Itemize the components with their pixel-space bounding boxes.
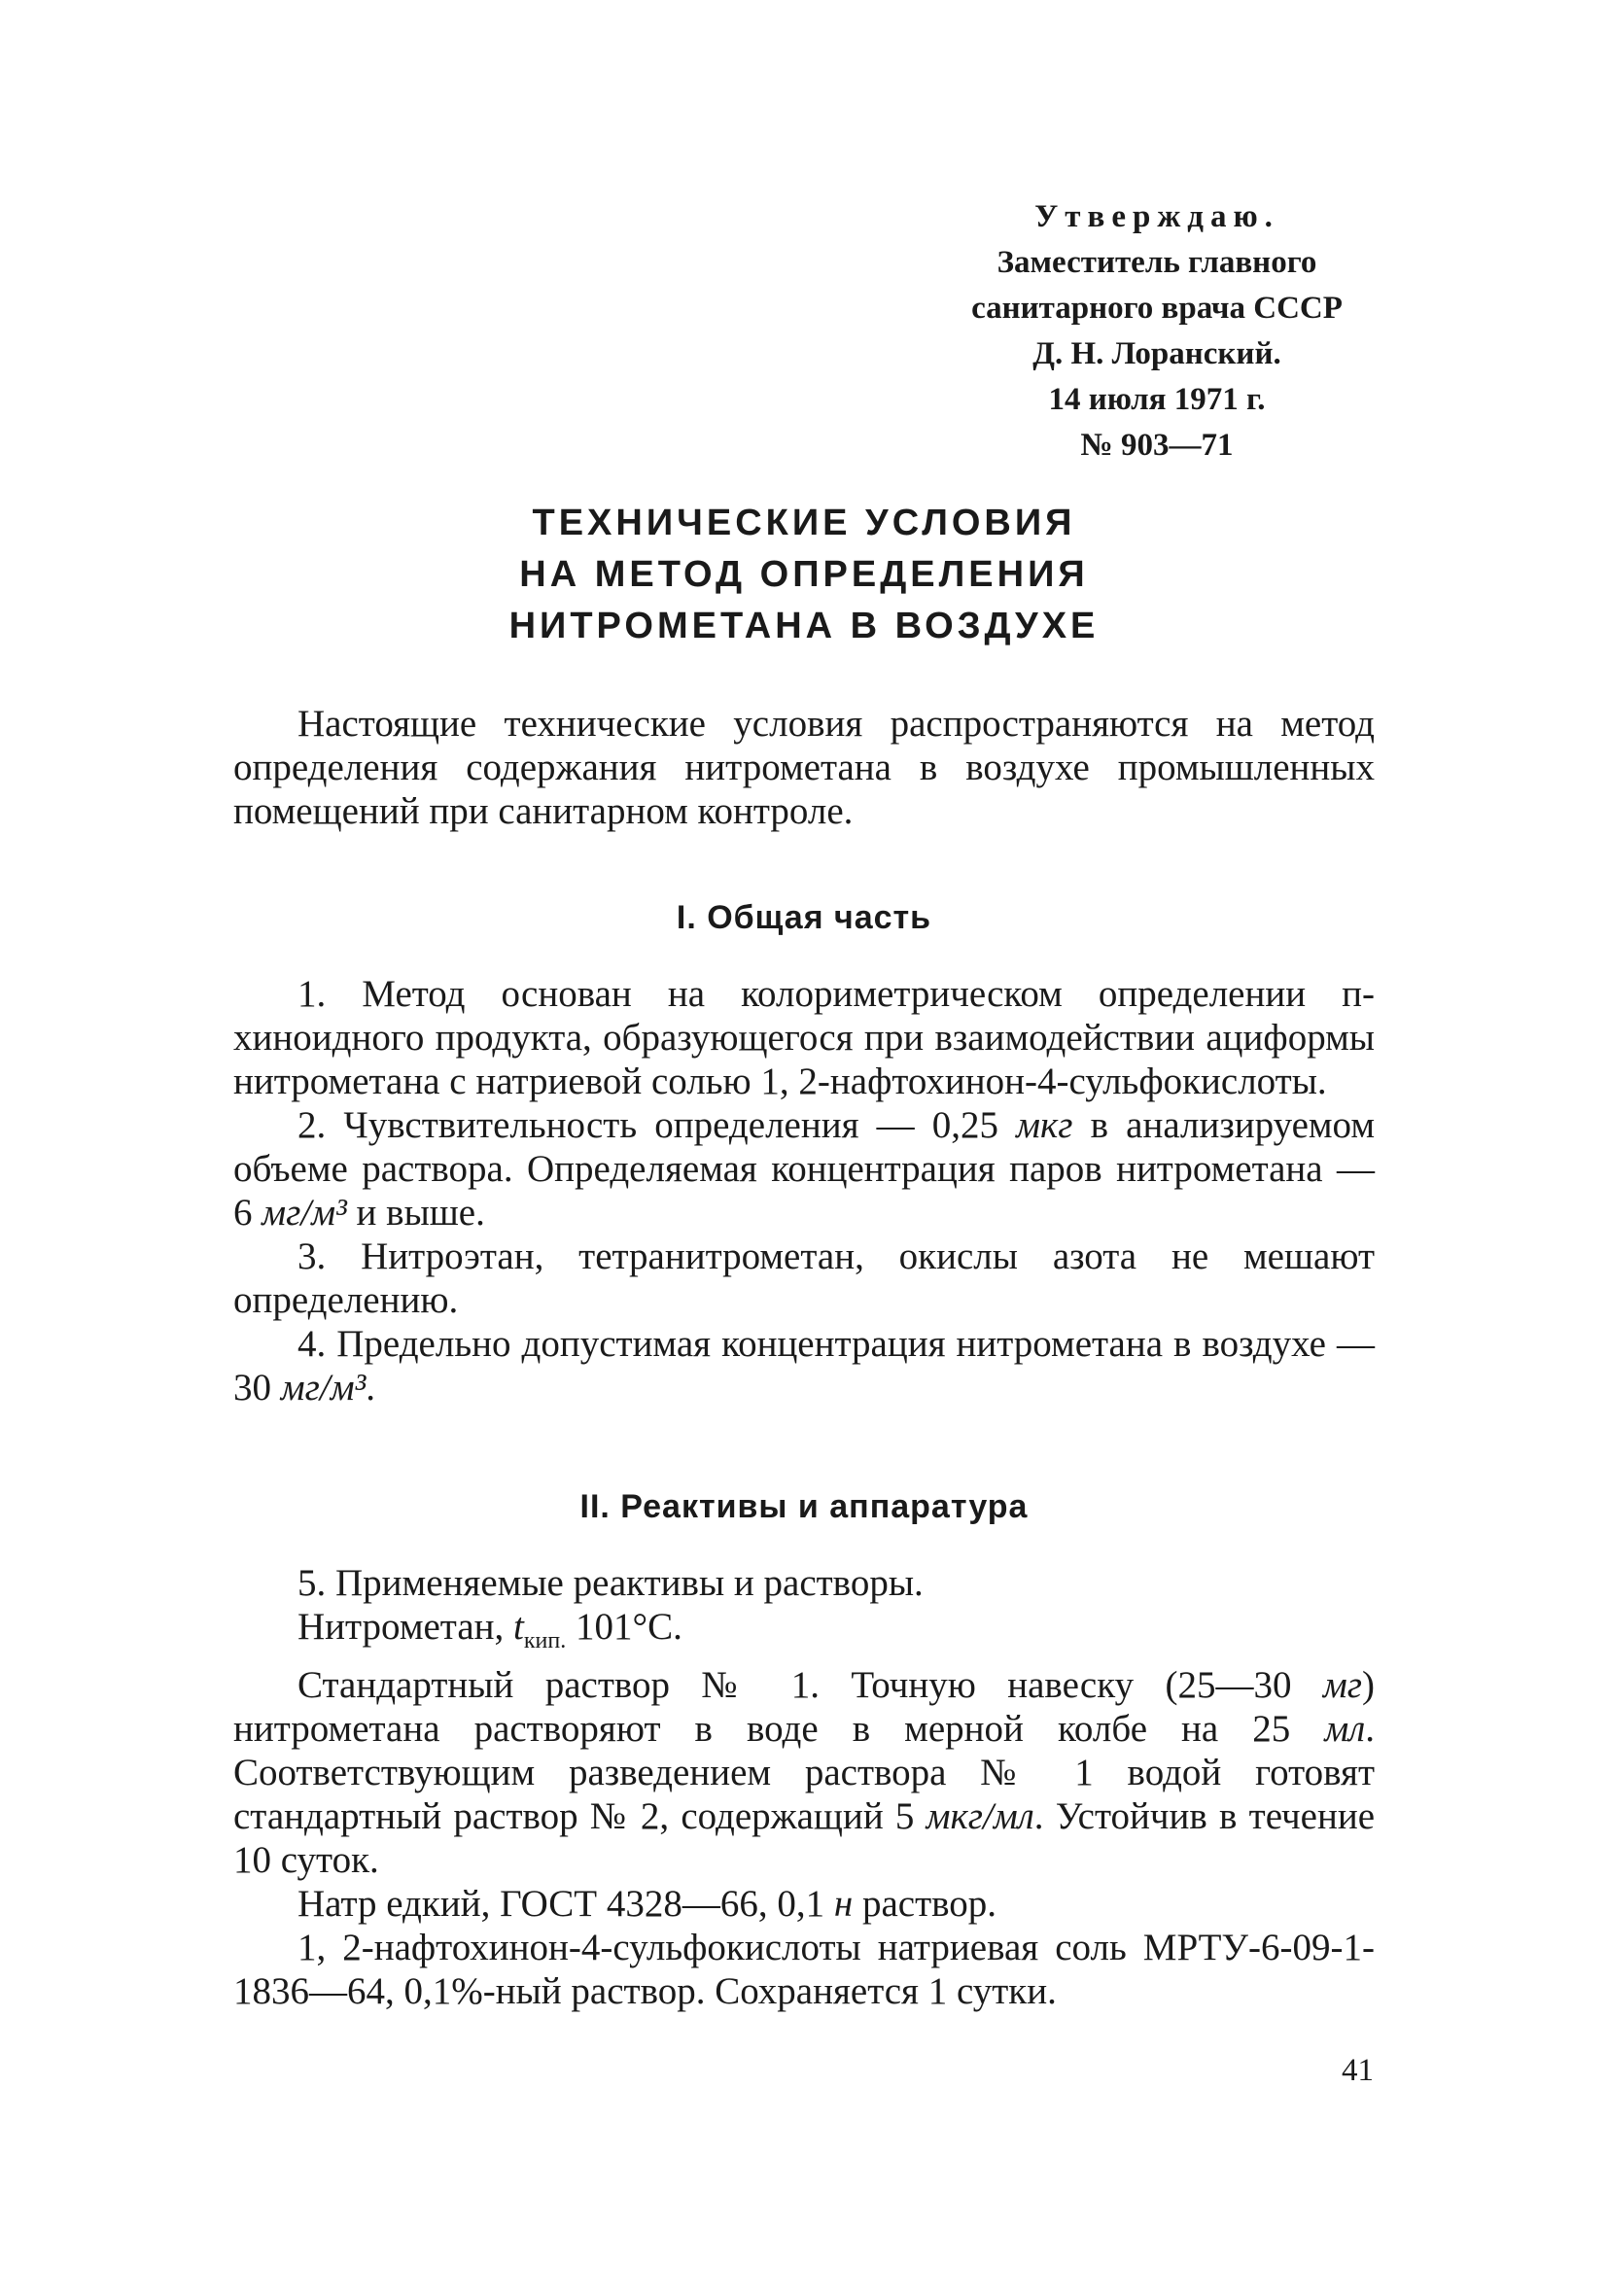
section-1-body: [233, 972, 1375, 1409]
section-2-body: [233, 1561, 1375, 2013]
item-5-paragraph: 5. Применяемые реактивы и растворы.: [297, 1562, 924, 1604]
item-2-unit-concentration: мг/м³: [262, 1192, 347, 1234]
intro-paragraph: Настоящие технические условия распространяются на метод определения содержания нитрометана в воздухе промышленных помещений при санитарном контроле.: [233, 703, 1375, 832]
std-text-a: Стандартный раствор № 1. Точную навеску (25—30: [297, 1663, 1323, 1706]
intro-block: [233, 702, 1375, 833]
boiling-temp-symbol: t: [513, 1606, 524, 1648]
approval-name: Д. Н. Лоранский.: [1032, 336, 1281, 371]
nitromethane-paragraph: [233, 1605, 1375, 1663]
boiling-temp-subscript: кип.: [523, 1627, 567, 1653]
title-line-3: НИТРОМЕТАНА В ВОЗДУХЕ: [508, 606, 1100, 646]
item-2-text-c: и выше.: [346, 1192, 485, 1234]
approval-title: Утверждаю.: [1034, 199, 1279, 234]
item-2-text-a: 2. Чувствительность определения — 0,25: [297, 1104, 1017, 1146]
item-1-paragraph: 1. Метод основан на колориметрическом определении п-хиноидного продукта, образующегося при взаимодействии ациформы нитрометана с натриевой солью 1, 2-нафтохинон-4-сульфокислоты.: [233, 973, 1375, 1102]
approval-number: № 903—71: [1080, 428, 1234, 463]
title-line-1: ТЕХНИЧЕСКИЕ УСЛОВИЯ: [532, 503, 1076, 543]
approval-date: 14 июля 1971 г.: [1048, 382, 1266, 417]
title-line-2: НА МЕТОД ОПРЕДЕЛЕНИЯ: [519, 554, 1089, 595]
natr-text-a: Натр едкий, ГОСТ 4328—66, 0,1: [297, 1882, 834, 1925]
natr-text-b: раствор.: [853, 1882, 997, 1925]
nitromethane-text-a: Нитрометан,: [297, 1606, 514, 1648]
item-2-text-b: в анализируемом объеме раствора. Определяемая концентрация паров нитрометана — 6: [233, 1104, 1375, 1234]
item-2-paragraph: [233, 1103, 1375, 1235]
item-3-paragraph: 3. Нитроэтан, тетранитрометан, окислы азота не мешают определению.: [233, 1235, 1375, 1321]
natr-unit: н: [833, 1882, 854, 1925]
std-text-d: . Устойчив в течение 10 суток.: [233, 1794, 1376, 1881]
item-4-paragraph: [233, 1322, 1375, 1409]
item-4-text-a: 4. Предельно допустимая концентрация нитрометана в воздухе — 30: [233, 1323, 1375, 1409]
approval-position-1: Заместитель главного: [996, 245, 1317, 280]
std-unit-mkg-ml: мкг/мл: [926, 1794, 1034, 1837]
std-unit-ml: мл: [1324, 1707, 1366, 1750]
item-4-unit: мг/м³: [280, 1367, 367, 1409]
approval-block: [933, 194, 1381, 469]
section-1-heading: I. Общая часть: [676, 899, 932, 936]
sodium-salt-paragraph: 1, 2-нафтохинон-4-сульфокислоты натриевая соль МРТУ-6-09-1-1836—64, 0,1%-ный раствор. Сохраняется 1 сутки.: [233, 1926, 1375, 2012]
item-2-unit-mkg: мкг: [1016, 1104, 1073, 1146]
standard-solution-paragraph: [233, 1663, 1375, 1882]
approval-position-2: санитарного врача СССР: [971, 291, 1343, 326]
nitromethane-text-b: 101°С.: [566, 1606, 682, 1648]
std-unit-mg: мг: [1322, 1663, 1362, 1706]
std-text-c: . Соответствующим разведением раствора № 1 водой готовят стандартный раствор № 2, содержащий 5: [233, 1707, 1375, 1837]
page-number: 41: [1342, 2053, 1374, 2088]
section-2-heading: II. Реактивы и аппаратура: [579, 1488, 1029, 1525]
item-4-text-b: .: [366, 1367, 376, 1409]
std-text-b: ) нитрометана растворяют в воде в мерной колбе на 25: [233, 1663, 1375, 1750]
sodium-hydroxide-paragraph: [233, 1882, 1375, 1926]
document-title: [292, 498, 1316, 652]
